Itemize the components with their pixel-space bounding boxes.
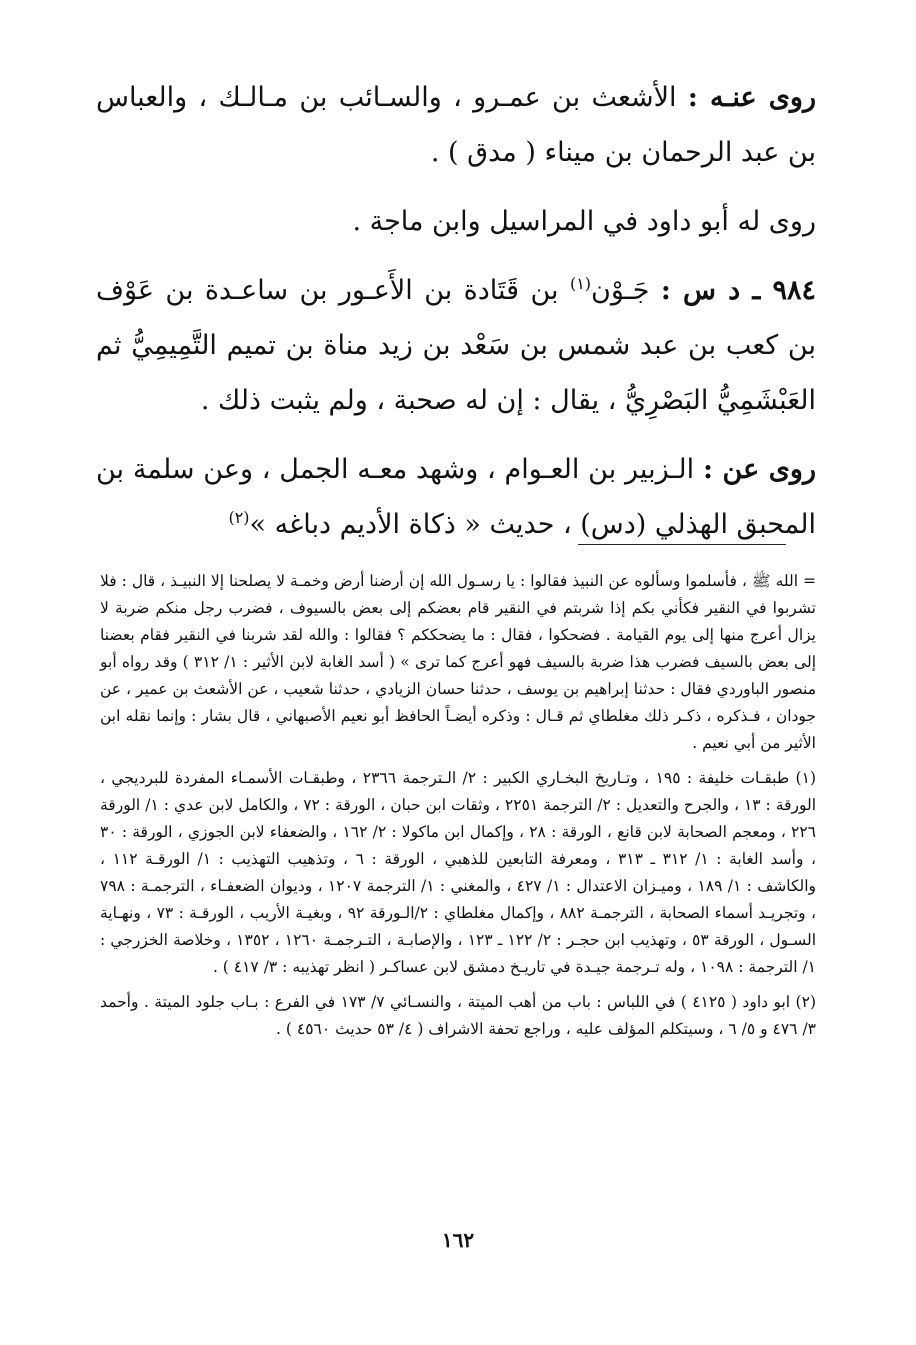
- entry-984-paragraph: [96, 263, 816, 428]
- footnote-1: (١) طبقـات خليفة : ١٩٥ ، وتـاريخ البخـاري الكبير : ٢/ الـترجمة ٢٣٦٦ ، وطبقـات الأسمـاء المفردة للبرديجي ، الورقة : ١٣ ، والجرح والتعديل : ٢/ الترجمة ٢٢٥١ ، وثقات ابن حبان ، الورقة : ٧٢ ، والكامل لابن عدي : ١/ الورقة ٢٢٦ ، ومعجم الصحابة لابن قانع ، الورقة : ٢٨ ، وإكمال ابن ماكولا : ٢/ ١٦٢ ، والضعفاء لابن الجوزي ، الورقة : ٣٠ ، وأسد الغابة : ١/ ٣١٢ ـ ٣١٣ ، ومعرفة التابعين للذهبي ، الورقة : ٦ ، وتذهيب التهذيب : ١/ الورقـة ١١٢ ، والكاشف : ١/ ١٨٩ ، وميـزان الاعتدال : ١/ ٤٢٧ ، والمغني : ١/ الترجمة ١٢٠٧ ، وديوان الضعفـاء ، الترجمـة : ٧٩٨ ، وتجريـد أسماء الصحابة ، الترجمـة ٨٨٢ ، وإكمال مغلطاي : ٢/الـورقة ٩٢ ، وبغيـة الأريب ، الورقـة : ٧٣ ، ونهـاية السـول ، الورقة ٥٣ ، وتهذيب ابن حجـر : ٢/ ١٢٢ ـ ١٢٣ ، والإصابـة ، التـرجمـة ١٢٦٠ ، ١٣٥٢ ، وخلاصة الخزرجي : ١/ الترجمة : ١٠٩٨ ، وله تـرجمة جيـدة في تاريـخ دمشق لابن عساكـر ( انظر تهذيبه : ٣/ ٤١٧ ) .: [100, 769, 817, 976]
- entry-text: بن قَتَادة بن الأَعـور بن ساعـدة بن عَوْف بن كعب بن عبد شمس بن سَعْد بن زيد مناة بن تميم التَّمِيمِيُّ ثم العَبْشَمِيُّ البَصْرِيُّ ، يقال : إن له صحبة ، ولم يثبت ذلك .: [96, 275, 816, 416]
- narrators-from-text: الأشعث بن عمـرو ، والسـائب بن مـالـك ، والعباس بن عبد الرحمان بن ميناء ( مدق ) .: [96, 82, 816, 168]
- narrated-by-text: روى له أبو داود في المراسيل وابن ماجة .: [352, 206, 816, 237]
- footnote-ref-1[interactable]: (١): [569, 274, 592, 293]
- footnote-2: (٢) ابو داود ( ٤١٢٥ ) في اللباس : باب من أهب الميتة ، والنسـائي ٧/ ١٧٣ في الفرع : بـاب جلود الميتة . وأحمد ٣/ ٤٧٦ و ٥/ ٦ ، وسيتكلم المؤلف عليه ، وراجع تحفة الاشراف ( ٤/ ٥٣ حديث ٤٥٦٠ ) .: [100, 993, 816, 1038]
- narrated-from-label: روى عن :: [702, 454, 816, 485]
- entry-name: جَـوْن: [591, 275, 650, 306]
- page-number: ١٦٢: [441, 1228, 475, 1252]
- footnote-separator: [578, 544, 786, 545]
- footnotes: [100, 568, 816, 1051]
- narrated-from-text: الـزبير بن العـوام ، وشهد معـه الجمل ، وعن سلمة بن المحبق الهذلي (دس) ، حديث « ذكاة الأديم دباغه »: [96, 454, 816, 540]
- entry-number: ٩٨٤ ـ د س :: [660, 275, 816, 306]
- narrated-by-paragraph: [96, 194, 816, 249]
- footnote-ref-2[interactable]: (٢): [228, 508, 250, 527]
- footnote-continuation: = الله ﷺ ، فأسلموا وسألوه عن النبيذ فقالوا : يا رسـول الله إن أرضنا أرض وخمـة لا يصلحنا إلا النبيـذ ، قال : فلا تشربوا في النقير فكأني بكم إذا شربتم في النقير قام بعضكم إلى بعض بالسيوف ، فضرب رجل منكم ضربة لا يزال أعرج منها إلى يوم القيامة . فضحكوا ، فقال : ما يضحككم ؟ فقالوا : والله لقد شربنا في النقير فقام بعضنا إلى بعض بالسيف فضرب هذا ضربة بالسيف فهو أعرج كما ترى » ( أسد الغابة لابن الأثير : ١/ ٣١٢ ) وقد رواه أبو منصور الباوردي فقال : حدثنا إبراهيم بن يوسف ، حدثنا حسان الزيادي ، حدثنا شعيب ، عن الأشعث بن عمير ، عن جودان ، فـذكره ، ذكـر ذلك مغلطاي ثم قـال : وذكره أيضـاً الحافظ أبو نعيم الأصبهاني ، قال بشار : وإنما نقله ابن الأثير من أبي نعيم .: [100, 572, 817, 752]
- narrators-from-him-paragraph: [96, 70, 816, 180]
- narrated-from-paragraph: [96, 442, 816, 552]
- narrators-from-label: روى عنـه :: [687, 82, 817, 113]
- main-text: [96, 70, 816, 566]
